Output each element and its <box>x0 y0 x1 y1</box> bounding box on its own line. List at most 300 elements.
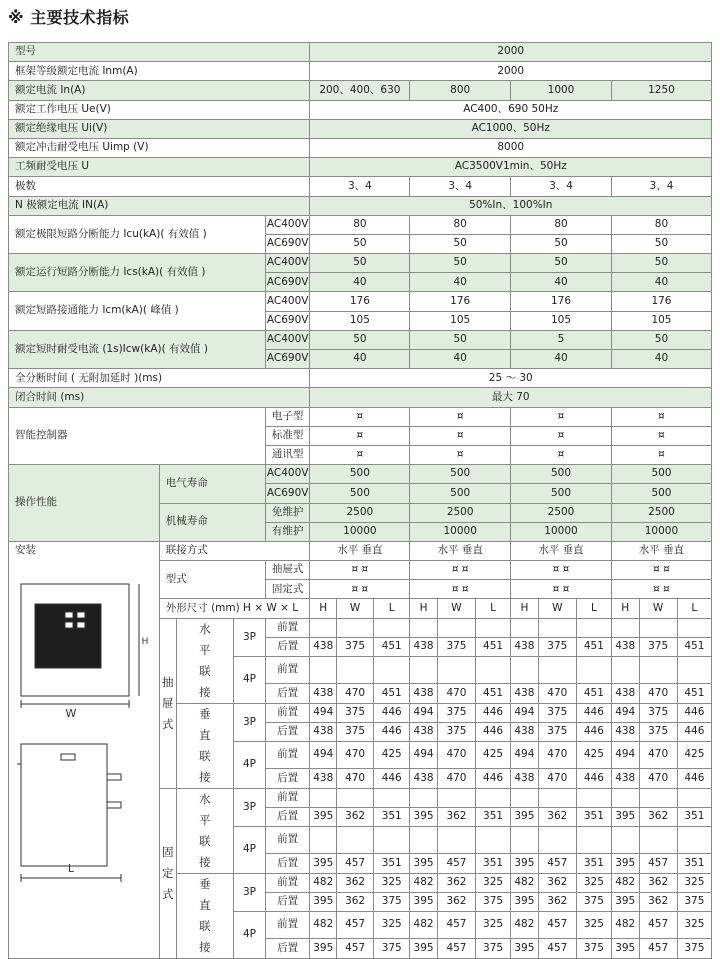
row-value: 最大 70 <box>310 388 712 407</box>
dim-value: 470 <box>337 742 374 769</box>
mark-cell: ¤ <box>410 445 511 464</box>
dim-value <box>639 827 677 854</box>
dim-value: 446 <box>576 703 611 722</box>
dim-value: 438 <box>310 637 337 656</box>
vertical-char: 联 <box>199 663 211 678</box>
mark: ¤ <box>552 582 560 595</box>
conn-vertical: 垂直 <box>663 544 685 557</box>
row-label: 额定极限短路分断能力 Icu(kA)( 有效值 ) <box>9 215 266 253</box>
dim-value: 375 <box>576 892 611 911</box>
mark-cell: ¤ <box>611 407 711 426</box>
mark-pair <box>511 580 612 599</box>
row-value: AC3500V1min、50Hz <box>310 158 712 177</box>
dim-value: 351 <box>576 854 611 873</box>
dim-value: 375 <box>437 703 475 722</box>
conn-vertical: 垂直 <box>461 544 483 557</box>
dim-value: 395 <box>410 854 438 873</box>
mark: ¤ <box>653 582 660 595</box>
mark: ¤ <box>653 563 660 576</box>
dim-value: 446 <box>476 703 511 722</box>
dim-value: 325 <box>476 912 511 939</box>
dim-value: 325 <box>374 873 410 892</box>
dim-value: 362 <box>337 873 374 892</box>
table-row <box>9 369 712 388</box>
dim-value: 375 <box>437 722 475 741</box>
dim-value <box>611 788 639 807</box>
dim-value: 362 <box>337 807 374 826</box>
mark: ¤ <box>461 563 469 576</box>
vertical-char: 式 <box>161 886 174 901</box>
row-label: 额定工作电压 Ue(V) <box>9 100 310 119</box>
dim-value: 362 <box>639 873 677 892</box>
value-cell: 40 <box>511 350 612 369</box>
row-label: 型式 <box>159 561 265 599</box>
vertical-char: 直 <box>199 897 211 912</box>
dim-value: 446 <box>677 769 711 788</box>
position-label: 前置 <box>265 742 310 769</box>
pole-label: 3P <box>234 703 266 741</box>
pole-label: 3P <box>234 788 266 826</box>
front-view-drawing <box>21 584 139 708</box>
dim-value <box>538 788 576 807</box>
voltage-label: AC690V <box>265 273 310 292</box>
mark: ¤ <box>562 563 570 576</box>
dim-value <box>337 788 374 807</box>
value-cell: 5 <box>511 330 612 349</box>
controller-type: 电子型 <box>265 407 310 426</box>
dim-value: 446 <box>576 769 611 788</box>
value-cell: 50 <box>611 254 711 273</box>
sub-label: AC400V <box>265 465 310 484</box>
vertical-char: 接 <box>199 769 211 784</box>
dim-value: 446 <box>677 722 711 741</box>
table-row <box>9 177 712 196</box>
spec-table <box>8 42 712 959</box>
dim-value: 451 <box>576 684 611 703</box>
dim-value: 375 <box>437 637 475 656</box>
dim-value <box>374 618 410 637</box>
voltage-label: AC690V <box>265 350 310 369</box>
dim-value: 425 <box>677 742 711 769</box>
dim-value <box>410 827 438 854</box>
row-label: 额定冲击耐受电压 Uimp (V) <box>9 138 310 157</box>
dim-value: 362 <box>538 892 576 911</box>
dim-value: 375 <box>677 892 711 911</box>
mark-cell: ¤ <box>310 426 410 445</box>
value-cell: 50 <box>410 330 511 349</box>
sub-label: 免维护 <box>265 503 310 522</box>
value-cell: 105 <box>611 311 711 330</box>
value-cell: 500 <box>310 465 410 484</box>
dim-value <box>538 657 576 684</box>
value-cell: 500 <box>511 484 612 503</box>
value-cell: 500 <box>511 465 612 484</box>
dim-value: 457 <box>538 939 576 958</box>
dim-value: 470 <box>437 769 475 788</box>
voltage-label: AC400V <box>265 254 310 273</box>
dim-value: 470 <box>538 742 576 769</box>
conn-horizontal: 水平 <box>337 544 359 557</box>
pole-label: 4P <box>234 912 266 959</box>
dim-value <box>611 657 639 684</box>
dim-value: 438 <box>310 684 337 703</box>
row-value: 8000 <box>310 138 712 157</box>
dim-value: 438 <box>410 722 438 741</box>
mark-pair <box>511 561 612 580</box>
dim-value <box>677 657 711 684</box>
dim-value: 438 <box>611 637 639 656</box>
dim-value <box>611 618 639 637</box>
install-cell <box>9 541 160 958</box>
mark: ¤ <box>361 582 369 595</box>
dim-value: 375 <box>374 939 410 958</box>
conn-vertical: 垂直 <box>361 544 383 557</box>
voltage-label: AC690V <box>265 234 310 253</box>
dim-value <box>576 788 611 807</box>
dim-value: 362 <box>538 873 576 892</box>
dim-value <box>310 827 337 854</box>
dim-value <box>310 788 337 807</box>
dim-value: 457 <box>337 854 374 873</box>
mark: ¤ <box>552 563 560 576</box>
dim-value: 482 <box>310 873 337 892</box>
conn-horizontal: 水平 <box>638 544 660 557</box>
dim-value: 457 <box>437 912 475 939</box>
value-cell: 80 <box>611 215 711 234</box>
value-cell: 50 <box>310 254 410 273</box>
mark: ¤ <box>351 582 359 595</box>
value-cell: 80 <box>310 215 410 234</box>
dim-value: 446 <box>576 722 611 741</box>
position-label: 后置 <box>265 769 310 788</box>
row-label: 智能控制器 <box>9 407 266 465</box>
dim-value: 457 <box>337 912 374 939</box>
dim-value: 395 <box>511 807 539 826</box>
dim-value <box>437 788 475 807</box>
dim-value: 438 <box>511 722 539 741</box>
dim-value: 451 <box>576 637 611 656</box>
value-cell: 40 <box>310 350 410 369</box>
dim-value <box>337 657 374 684</box>
value-cell: 176 <box>310 292 410 311</box>
dim-value: 494 <box>511 703 539 722</box>
dim-header: W <box>437 599 475 618</box>
dim-value: 395 <box>310 807 337 826</box>
dim-value: 395 <box>611 892 639 911</box>
table-row <box>9 81 712 100</box>
table-row <box>9 465 712 484</box>
vertical-char: 接 <box>199 854 211 869</box>
dim-value: 351 <box>476 854 511 873</box>
row-label: 额定运行短路分断能力 Ics(kA)( 有效值 ) <box>9 254 266 292</box>
mark: ¤ <box>461 582 469 595</box>
mark: ¤ <box>351 563 359 576</box>
row-value: 25 ～ 30 <box>310 369 712 388</box>
dim-value: 325 <box>476 873 511 892</box>
row-value: AC1000、50Hz <box>310 119 712 138</box>
dim-value <box>310 657 337 684</box>
dim-value: 438 <box>310 722 337 741</box>
dim-value: 351 <box>374 807 410 826</box>
row-label: 极数 <box>9 177 310 196</box>
row-label: 额定短路接通能力 Icm(kA)( 峰值 ) <box>9 292 266 330</box>
dim-value: 494 <box>410 742 438 769</box>
dim-value <box>511 788 539 807</box>
dim-header: W <box>639 599 677 618</box>
dim-value: 362 <box>639 892 677 911</box>
dim-value: 451 <box>374 637 410 656</box>
dim-value: 446 <box>374 722 410 741</box>
dim-value <box>410 657 438 684</box>
value-cell: 10000 <box>410 522 511 541</box>
dim-value: 395 <box>310 892 337 911</box>
dim-value: 494 <box>310 742 337 769</box>
mark: ¤ <box>451 582 459 595</box>
value-cell: 50 <box>410 234 511 253</box>
dim-header: H <box>611 599 639 618</box>
dim-value: 470 <box>538 684 576 703</box>
table-row <box>9 119 712 138</box>
breaker-drawings <box>9 564 149 894</box>
vertical-char: 平 <box>199 812 211 827</box>
spec-table-body <box>9 43 712 959</box>
dim-value: 351 <box>677 807 711 826</box>
dim-value: 425 <box>374 742 410 769</box>
dim-value: 470 <box>437 684 475 703</box>
dim-value: 438 <box>511 684 539 703</box>
conn-vertical: 垂直 <box>562 544 584 557</box>
mark-cell: ¤ <box>511 407 612 426</box>
dim-value <box>374 657 410 684</box>
table-row <box>9 388 712 407</box>
mark-cell: ¤ <box>611 445 711 464</box>
dim-value: 470 <box>639 684 677 703</box>
table-row <box>9 62 712 81</box>
dim-value: 351 <box>677 854 711 873</box>
dim-value: 451 <box>374 684 410 703</box>
sub-label: 机械寿命 <box>159 503 265 541</box>
value-cell: 50 <box>511 254 612 273</box>
row-label: 额定电流 In(A) <box>9 81 310 100</box>
dim-value: 438 <box>511 637 539 656</box>
table-row <box>9 330 712 349</box>
dim-value <box>677 788 711 807</box>
value-cell: 500 <box>310 484 410 503</box>
dim-value: 470 <box>639 769 677 788</box>
value-cell: 40 <box>410 273 511 292</box>
vertical-char: 水 <box>199 791 211 806</box>
mark: ¤ <box>663 563 670 576</box>
dim-value: 325 <box>677 873 711 892</box>
dim-value <box>538 618 576 637</box>
value-cell: 50 <box>611 330 711 349</box>
rated-current-value: 200、400、630 <box>310 81 410 100</box>
row-label: 联接方式 <box>159 541 310 560</box>
width-dimension-label: W <box>65 706 77 720</box>
pole-label: 3P <box>234 873 266 911</box>
row-label: 闭合时间 (ms) <box>9 388 310 407</box>
connection-value <box>611 541 711 560</box>
poles-value: 3、4 <box>410 177 511 196</box>
dim-value: 446 <box>677 703 711 722</box>
dim-value: 438 <box>611 684 639 703</box>
dim-value <box>677 827 711 854</box>
dim-value: 438 <box>310 769 337 788</box>
position-label: 前置 <box>265 657 310 684</box>
row-value: 2000 <box>310 62 712 81</box>
value-cell: 105 <box>511 311 612 330</box>
value-cell: 40 <box>611 273 711 292</box>
dim-value: 470 <box>337 684 374 703</box>
dim-header: W <box>538 599 576 618</box>
dim-value: 375 <box>538 703 576 722</box>
dim-value: 362 <box>437 807 475 826</box>
position-label: 前置 <box>265 788 310 807</box>
dim-value: 470 <box>538 769 576 788</box>
type-label: 固定式 <box>265 580 310 599</box>
value-cell: 176 <box>611 292 711 311</box>
value-cell: 10000 <box>611 522 711 541</box>
sub-label: AC690V <box>265 484 310 503</box>
rated-current-value: 800 <box>410 81 511 100</box>
value-cell: 40 <box>410 350 511 369</box>
dim-value: 438 <box>611 769 639 788</box>
height-dimension-label: H <box>141 636 149 647</box>
pole-label: 4P <box>234 657 266 704</box>
dim-header: H <box>511 599 539 618</box>
dim-value: 438 <box>410 684 438 703</box>
vertical-char: 联 <box>199 918 211 933</box>
table-row <box>9 138 712 157</box>
value-cell: 50 <box>310 330 410 349</box>
dim-value: 482 <box>410 912 438 939</box>
dim-value <box>337 618 374 637</box>
dim-value: 470 <box>437 742 475 769</box>
connection-vertical-label <box>176 788 233 873</box>
value-cell: 40 <box>310 273 410 292</box>
dim-value: 457 <box>639 912 677 939</box>
dim-value: 351 <box>374 854 410 873</box>
dim-value: 482 <box>611 912 639 939</box>
row-label: 工频耐受电压 U <box>9 158 310 177</box>
dim-value: 375 <box>677 939 711 958</box>
mark-cell: ¤ <box>410 407 511 426</box>
dim-value: 482 <box>410 873 438 892</box>
dim-value: 482 <box>310 912 337 939</box>
dim-header: L <box>374 599 410 618</box>
dim-value <box>410 788 438 807</box>
dim-value: 375 <box>639 722 677 741</box>
vertical-char: 接 <box>199 939 211 954</box>
table-row <box>9 196 712 215</box>
connection-vertical-label <box>176 618 233 703</box>
dim-value: 451 <box>476 684 511 703</box>
dim-value: 457 <box>437 939 475 958</box>
dim-value: 457 <box>337 939 374 958</box>
dim-header: W <box>337 599 374 618</box>
connection-vertical-label <box>176 873 233 958</box>
dim-value <box>476 827 511 854</box>
mark-pair <box>410 580 511 599</box>
value-cell: 176 <box>511 292 612 311</box>
dim-value: 438 <box>410 769 438 788</box>
mark-cell: ¤ <box>611 426 711 445</box>
row-label: 外形尺寸 (mm) H × W × L <box>159 599 310 618</box>
dim-value: 375 <box>538 637 576 656</box>
position-label: 后置 <box>265 684 310 703</box>
dim-value: 457 <box>538 854 576 873</box>
mark-cell: ¤ <box>410 426 511 445</box>
dim-value: 425 <box>476 742 511 769</box>
dim-value: 375 <box>337 637 374 656</box>
dim-header: L <box>677 599 711 618</box>
length-dimension-label: L <box>67 861 75 875</box>
dim-value: 395 <box>511 892 539 911</box>
dim-value <box>410 618 438 637</box>
dim-value <box>639 657 677 684</box>
mark: ¤ <box>562 582 570 595</box>
rated-current-value: 1000 <box>511 81 612 100</box>
dim-value: 395 <box>611 854 639 873</box>
row-label: 额定绝缘电压 Ui(V) <box>9 119 310 138</box>
mark-pair <box>611 580 711 599</box>
dim-value: 494 <box>611 703 639 722</box>
dim-value: 375 <box>337 722 374 741</box>
dim-value <box>639 788 677 807</box>
dim-value: 482 <box>511 912 539 939</box>
value-cell: 2500 <box>310 503 410 522</box>
dim-value: 446 <box>476 722 511 741</box>
dim-value <box>437 618 475 637</box>
dim-value <box>476 788 511 807</box>
mark-pair <box>310 580 410 599</box>
value-cell: 500 <box>410 484 511 503</box>
dim-value <box>511 618 539 637</box>
dim-value: 457 <box>437 854 475 873</box>
voltage-label: AC400V <box>265 215 310 234</box>
dim-value: 395 <box>611 939 639 958</box>
value-cell: 50 <box>611 234 711 253</box>
mark-cell: ¤ <box>511 426 612 445</box>
dim-value: 395 <box>410 892 438 911</box>
dim-value <box>437 657 475 684</box>
dim-value <box>437 827 475 854</box>
dim-value: 494 <box>310 703 337 722</box>
value-cell: 50 <box>511 234 612 253</box>
value-cell: 80 <box>410 215 511 234</box>
table-row <box>9 215 712 234</box>
vertical-char: 联 <box>199 833 211 848</box>
value-cell: 50 <box>310 234 410 253</box>
dim-value: 451 <box>476 637 511 656</box>
dim-value: 425 <box>576 742 611 769</box>
dim-value: 395 <box>511 854 539 873</box>
dim-value <box>374 827 410 854</box>
dim-value: 438 <box>611 722 639 741</box>
dim-header: H <box>310 599 337 618</box>
dim-value <box>511 827 539 854</box>
value-cell: 105 <box>310 311 410 330</box>
dim-value <box>576 618 611 637</box>
mark-cell: ¤ <box>511 445 612 464</box>
pole-label: 4P <box>234 827 266 874</box>
poles-value: 3、4 <box>511 177 612 196</box>
poles-value: 3、4 <box>611 177 711 196</box>
connection-vertical-label <box>176 703 233 788</box>
table-row <box>9 158 712 177</box>
dim-value: 362 <box>437 892 475 911</box>
dim-value: 494 <box>511 742 539 769</box>
